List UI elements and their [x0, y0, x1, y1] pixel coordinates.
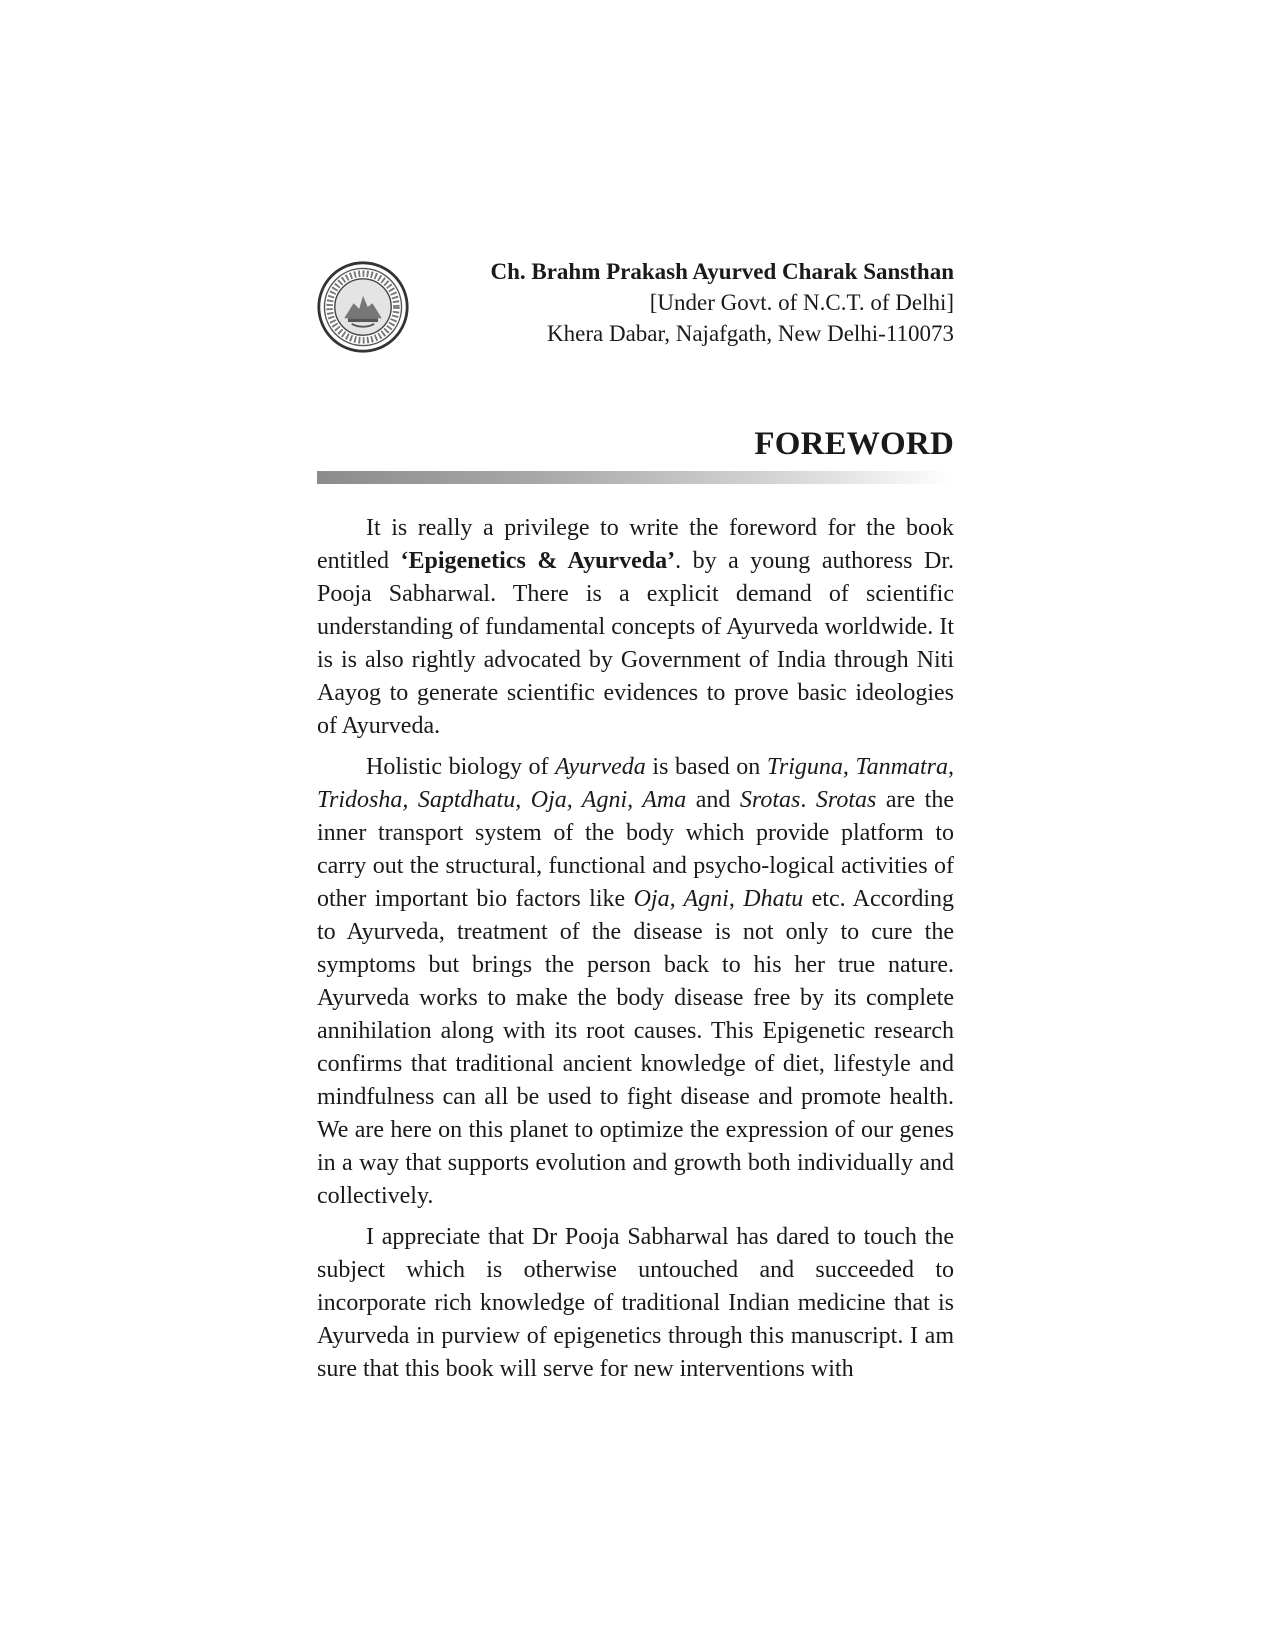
paragraph-2-s10: Oja, Agni, Dhatu: [633, 886, 804, 912]
paragraph-1-text-a: It is really a privilege to write the foreword for the book entitled: [317, 515, 954, 574]
institution-name: Ch. Brahm Prakash Ayurved Charak Sansthan: [490, 259, 954, 284]
paragraph-2-s4: Triguna, Tanmatra, Tridosha, Saptdhatu, Oja, Agni, Ama: [317, 754, 955, 813]
institution-header: [430, 256, 954, 349]
paragraph-1-text-c: . by a young authoress Dr. Pooja Sabharwal. There is a explicit demand of scientific understanding of fundamental concepts of Ayurveda worldwide. It is is also rightly advocated by Government of India through Niti Aayog to generate scientific evidences to prove basic ideologies of Ayurveda.: [317, 548, 954, 739]
paragraph-2-s6: Srotas: [739, 787, 801, 813]
paragraph-2-s2: Ayurveda: [555, 754, 646, 780]
institution-seal-icon: [316, 260, 410, 354]
paragraph-2-s8: Srotas: [815, 787, 877, 813]
institution-affiliation: [Under Govt. of N.C.T. of Delhi]: [649, 290, 954, 315]
paragraph-2-s3: is based on: [645, 754, 767, 780]
paragraph-3: I appreciate that Dr Pooja Sabharwal has dared to touch the subject which is otherwise untouched and succeeded to incorporate rich knowledge of traditional Indian medicine that is Ayurveda in purview of epigenetics through this manuscript. I am sure that this book will serve for new interventions with: [317, 1224, 954, 1382]
paragraph-2-s9: are the inner transport system of the body which provide platform to carry out the structural, functional and psycho-logical activities of other important bio factors like: [317, 787, 955, 912]
title-underline-bar: [317, 471, 954, 484]
book-title: ‘Epigenetics & Ayurveda’: [400, 548, 676, 574]
page-title: FOREWORD: [754, 426, 954, 462]
foreword-body: [317, 512, 954, 1394]
paragraph-2-s7: .: [800, 787, 816, 813]
paragraph-1: [317, 512, 954, 743]
paragraph-2: [317, 751, 954, 1213]
paragraph-2-s1: Holistic biology of: [366, 754, 556, 780]
paragraph-2-s5: and: [686, 787, 740, 813]
paragraph-2-s11: etc. According to Ayurveda, treatment of the disease is not only to cure the symptoms but brings the person back to his her true nature. Ayurveda works to make the body disease free by its complete annihilation along with its root causes. This Epigenetic research confirms that traditional ancient knowledge of diet, lifestyle and mindfulness can all be used to fight disease and promote health. We are here on this planet to optimize the expression of our genes in a way that supports evolution and growth both individually and collectively.: [317, 886, 954, 1209]
institution-address: Khera Dabar, Najafgath, New Delhi-110073: [547, 321, 954, 346]
